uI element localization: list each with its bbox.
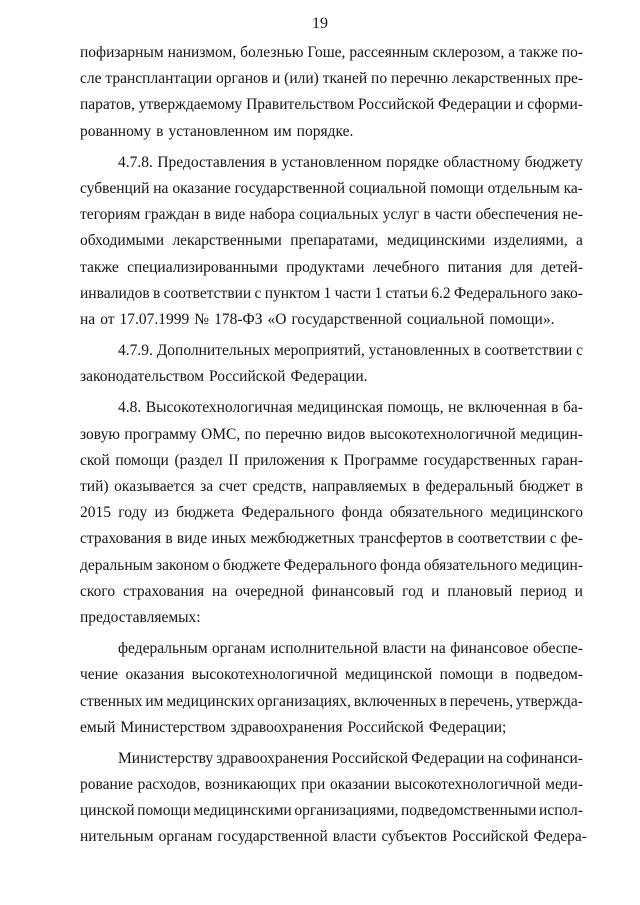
paragraph: [80, 636, 583, 741]
text-line: емый Министерством здравоохранения Российской Федерации;: [80, 718, 507, 736]
paragraph: [80, 746, 587, 851]
text-line: законодательством Российской Федерации.: [80, 368, 368, 386]
text-line: субвенций на оказание государственной социальной помощи отдельным ка-: [80, 179, 583, 197]
text-line: ской помощи (раздел II приложения к Программе государственных гаран-: [80, 451, 583, 469]
text-line: инвалидов в соответствии с пунктом 1 части 1 статьи 6.2 Федерального зако-: [80, 284, 583, 302]
text-line: федеральным органам исполнительной власти на финансовое обеспе-: [118, 640, 583, 658]
text-line: цинской помощи медицинскими организациями, подведомственными испол-: [80, 802, 583, 820]
text-line: паратов, утверждаемому Правительством Российской Федерации и сформи-: [80, 96, 583, 114]
paragraph: [80, 395, 583, 631]
text-line: тегориям граждан в виде набора социальных услуг в части обеспечения не-: [80, 206, 583, 224]
paragraph: [80, 40, 583, 145]
text-line: рованному в установленном им порядке.: [80, 122, 354, 140]
text-line: 4.8. Высокотехнологичная медицинская помощь, не включенная в ба-: [118, 399, 583, 417]
text-line: предоставляемых:: [80, 608, 201, 626]
text-line: ского страхования на очередной финансовый год и плановый период и: [80, 582, 583, 600]
text-line: пофизарным нанизмом, болезнью Гоше, рассеянным склерозом, а также по-: [80, 44, 583, 61]
text-line: ственных им медицинских организациях, включенных в перечень, утвержда-: [80, 692, 583, 710]
text-line: обходимыми лекарственными препаратами, медицинскими изделиями, а: [80, 232, 583, 250]
text-line: рование расходов, возникающих при оказании высокотехнологичной меди-: [80, 776, 583, 794]
paragraph: [80, 338, 583, 390]
text-line: на от 17.07.1999 № 178-ФЗ «О государственной социальной помощи».: [80, 310, 555, 328]
text-line: сле трансплантации органов и (или) тканей по перечню лекарственных пре-: [80, 70, 583, 88]
text-line: Министерству здравоохранения Российской Федерации на софинанси-: [118, 749, 583, 767]
text-line: чение оказания высокотехнологичной медицинской помощи в подведом-: [80, 666, 583, 684]
text-line: тий) оказывается за счет средств, направляемых в федеральный бюджет в: [80, 478, 583, 495]
document-body: [80, 40, 587, 851]
page-number: 19: [312, 15, 328, 32]
paragraph: [80, 150, 583, 333]
text-line: 4.7.8. Предоставления в установленном порядке областному бюджету: [118, 153, 583, 171]
text-line: 2015 году из бюджета Федерального фонда обязательного медицинского: [80, 504, 583, 522]
text-line: деральным законом о бюджете Федерального фонда обязательного медицин-: [80, 556, 583, 574]
text-line: страхования в виде иных межбюджетных трансфертов в соответствии с фе-: [80, 530, 583, 548]
text-line: нительным органам государственной власти субъектов Российской Федера-: [80, 828, 587, 846]
text-line: также специализированными продуктами лечебного питания для детей-: [80, 258, 583, 276]
text-line: 4.7.9. Дополнительных мероприятий, установленных в соответствии с: [118, 342, 583, 360]
text-line: зовую программу ОМС, по перечню видов высокотехнологичной медицин-: [80, 425, 583, 443]
